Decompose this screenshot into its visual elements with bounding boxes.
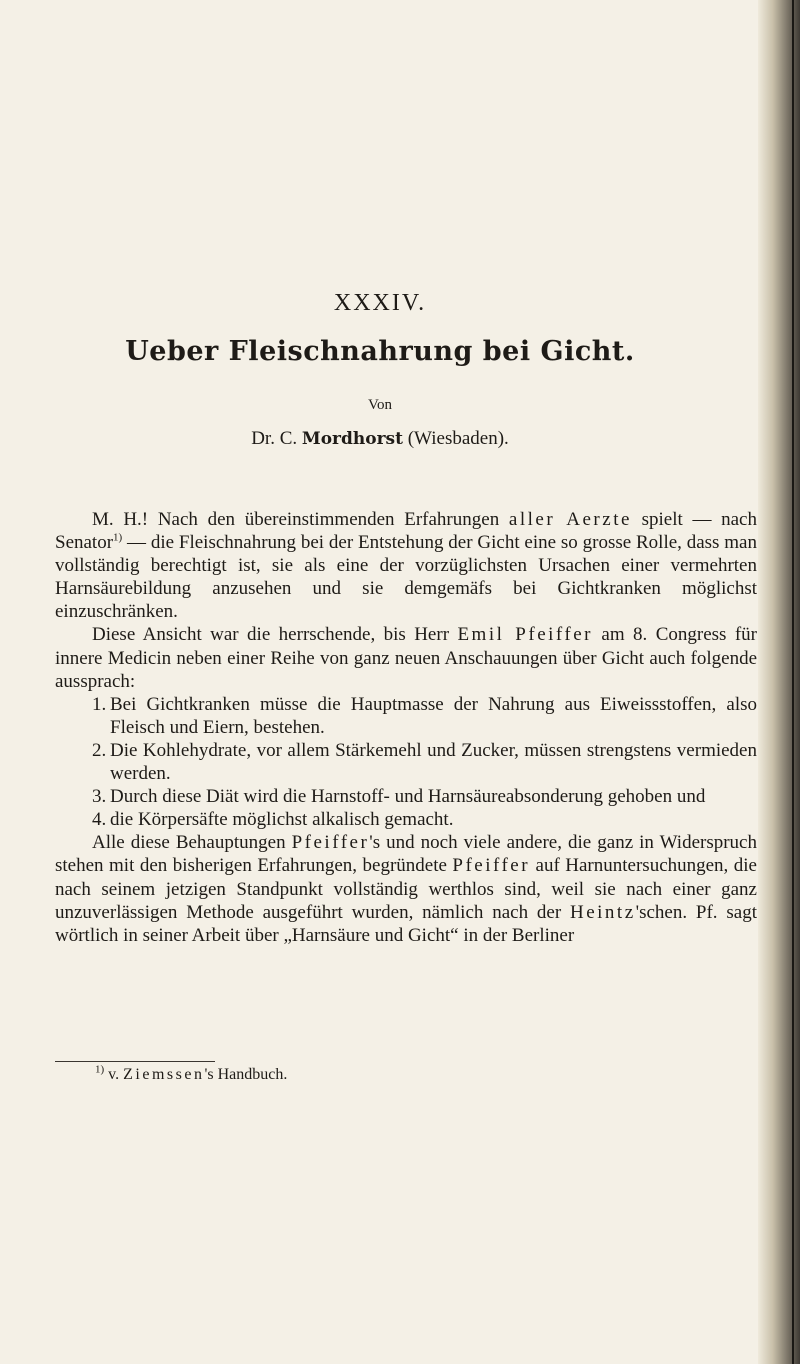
page-edge-line <box>792 0 794 1364</box>
list-item <box>55 739 757 785</box>
footnote: $^{1)}$ v. Ziemssen's Handbuch. <box>95 1063 288 1083</box>
aller-aerzte-emphasis: aller Aerzte <box>508 509 632 530</box>
author-prefix: Dr. C. <box>251 428 298 449</box>
chapter-number: XXXIV. <box>333 290 427 316</box>
paragraph-3: Alle diese Behauptungen Pfeiffer's und noch viele andere, die ganz in Widerspruch stehen mit den bisherigen Erfahrungen, begründete Pfeiffer auf Harnuntersuchungen, die nach seinem jetzigen Standpunkt vollständig werthlos sind, weil sie nach einer ganz unzuverlässigen Methode ausgeführt wurden, nämlich nach der Heintz'schen. Pf. sagt wörtlich in seiner Arbeit über „Harnsäure und Gicht“ in der Berliner <box>55 832 757 946</box>
paragraph-1: M. H.! Nach den übereinstimmenden Erfahrungen aller Aerzte spielt — nach Senator$^{1)}$ — die Fleischnahrung bei der Entstehung der Gicht eine so grosse Rolle, dass man vollständig berechtigt ist, sie als eine der vorzüglichsten Ursachen einer vermehrten Harnsäurebildung anzusehen und sie demgemäfs bei Gichtkranken möglichst einzuschränken. <box>55 509 757 623</box>
list-item <box>55 808 757 831</box>
list-item-number: 1. <box>92 693 107 715</box>
author-line <box>0 428 760 450</box>
person-name-heintz: Heintz <box>570 901 636 923</box>
footnote-marker: 1) <box>95 1063 105 1076</box>
person-name-ziemssen: Ziemssen <box>123 1066 205 1083</box>
list-item-text: Bei Gichtkranken müsse die Hauptmasse der Nahrung aus Eiweissstoffen, also Fleisch und Eiern, bestehen. <box>110 693 757 738</box>
claims-list <box>55 693 757 832</box>
footnote-divider <box>55 1061 215 1062</box>
person-name-emil-pfeiffer: Emil Pfeiffer <box>457 624 593 646</box>
list-item-text: Die Kohlehydrate, vor allem Stärkemehl und Zucker, müssen strengstens vermieden werden. <box>110 739 757 785</box>
article-title: Ueber Fleischnahrung bei Gicht. <box>125 336 635 367</box>
author-place: (Wiesbaden). <box>407 428 509 449</box>
person-name-pfeiffer: Pfeiffer <box>291 832 370 854</box>
list-item-text: die Körpersäfte möglichst alkalisch gemacht. <box>110 809 454 831</box>
byline-von: Von <box>368 397 392 413</box>
person-name-pfeiffer: Pfeiffer <box>452 855 531 877</box>
list-item-number: 3. <box>92 786 107 808</box>
list-item-text: Durch diese Diät wird die Harnstoff- und Harnsäureabsonderung gehoben und <box>110 786 706 808</box>
list-item-number: 2. <box>92 739 107 761</box>
list-item-number: 4. <box>92 809 107 831</box>
article-body <box>55 508 757 947</box>
list-item <box>55 785 757 808</box>
author-name: Mordhorst <box>301 429 403 449</box>
paragraph-2: Diese Ansicht war die herrschende, bis Herr Emil Pfeiffer am 8. Congress für innere Medicin neben einer Reihe von ganz neuen Anschauungen über Gicht auch folgende aussprach: <box>55 624 758 692</box>
footnote-reference: 1) <box>113 531 123 544</box>
list-item <box>55 693 757 739</box>
